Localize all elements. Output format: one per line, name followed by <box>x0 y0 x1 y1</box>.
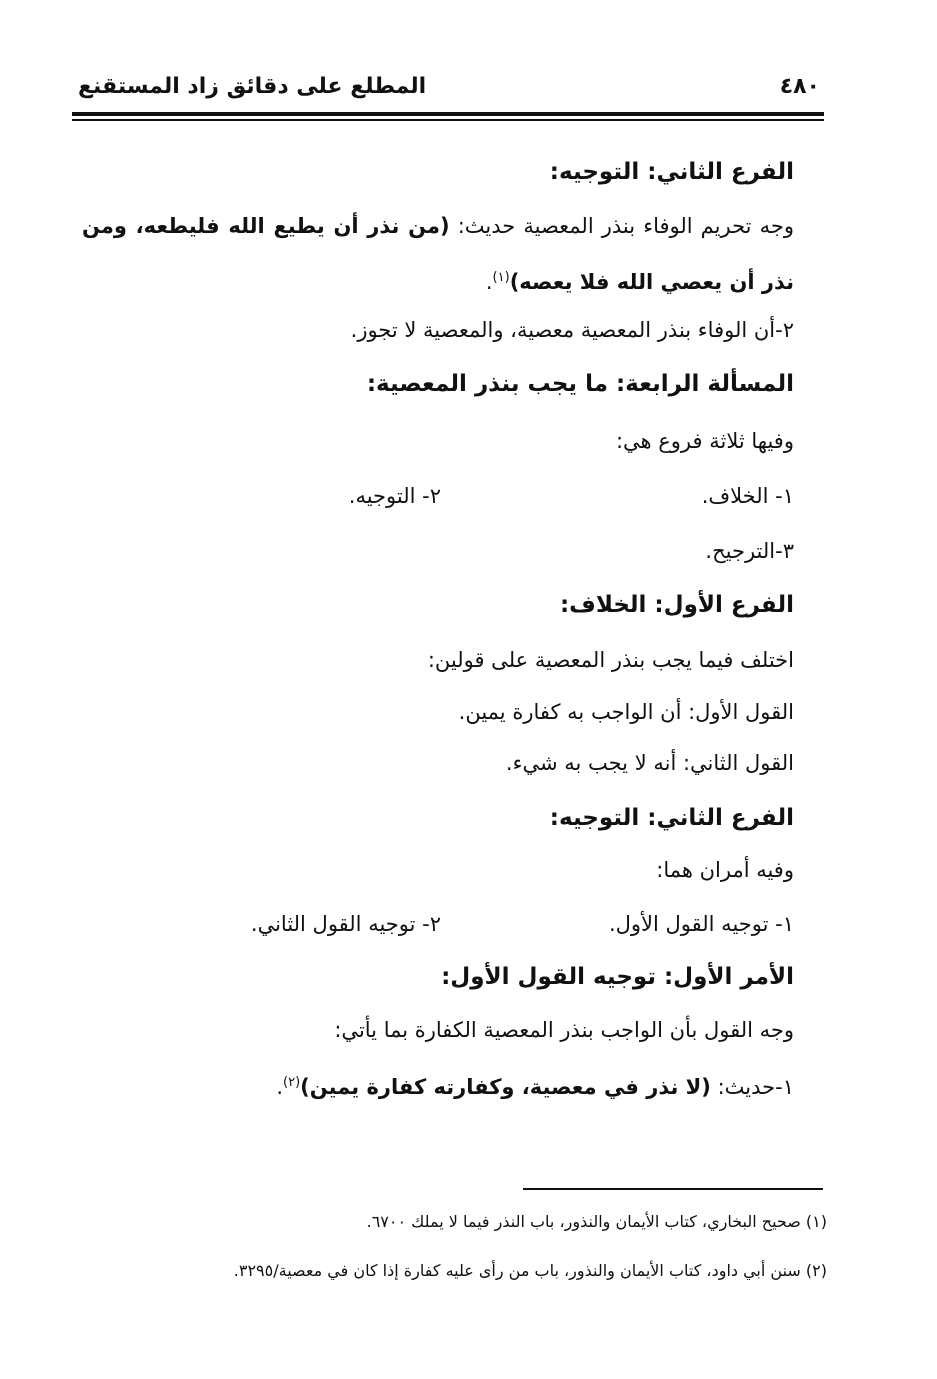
paragraph-line: وجه القول بأن الواجب بنذر المعصية الكفارة بما يأتي: <box>334 1018 794 1042</box>
footnote-ref: (٢) <box>283 1075 301 1090</box>
list-item: ٢- توجيه القول الثاني. <box>250 912 441 936</box>
hadith-quote: (من نذر أن يطيع الله فليطعه، ومن <box>82 214 450 238</box>
paragraph-text: وجه تحريم الوفاء بنذر المعصية حديث: <box>457 214 794 238</box>
list-item: ١- الخلاف. <box>701 484 794 508</box>
footnote: (١) صحيح البخاري، كتاب الأيمان والنذور، باب النذر فيما لا يملك ٦٧٠٠. <box>366 1212 827 1231</box>
paragraph-line: اختلف فيما يجب بنذر المعصية على قولين: <box>427 648 794 672</box>
punctuation: . <box>485 270 493 294</box>
punctuation: . <box>276 1075 284 1099</box>
list-item: ١- توجيه القول الأول. <box>608 912 794 936</box>
footnote-separator <box>523 1188 823 1190</box>
running-title: المطلع على دقائق زاد المستقنع <box>78 74 427 99</box>
paragraph-line: القول الثاني: أنه لا يجب به شيء. <box>505 751 794 775</box>
header-rule-thick <box>72 112 824 116</box>
paragraph-line: وفيها ثلاثة فروع هي: <box>615 429 794 453</box>
section-heading: الفرع الثاني: التوجيه: <box>549 159 794 185</box>
footnote-ref: (١) <box>492 270 510 285</box>
section-heading: الفرع الأول: الخلاف: <box>559 592 794 618</box>
page-number: ٤٨٠ <box>779 74 820 99</box>
section-heading: الأمر الأول: توجيه القول الأول: <box>441 964 794 990</box>
page-header <box>78 70 822 114</box>
paragraph-line: وفيه أمران هما: <box>656 858 794 882</box>
list-item: ٣-الترجيح. <box>705 539 794 563</box>
hadith-quote: نذر أن يعصي الله فلا يعصه) <box>509 270 794 294</box>
header-rule-thin <box>72 119 824 121</box>
paragraph-line: ٢-أن الوفاء بنذر المعصية معصية، والمعصية لا تجوز. <box>350 318 794 342</box>
section-heading: المسألة الرابعة: ما يجب بنذر المعصية: <box>366 371 794 397</box>
section-heading: الفرع الثاني: التوجيه: <box>549 805 794 831</box>
paragraph-line: القول الأول: أن الواجب به كفارة يمين. <box>458 700 794 724</box>
paragraph-line <box>486 263 794 297</box>
paragraph-line <box>276 1068 794 1102</box>
footnote: (٢) سنن أبي داود، كتاب الأيمان والنذور، باب من رأى عليه كفارة إذا كان في معصية/٣٢٩٥. <box>233 1261 827 1280</box>
list-item: ٢- التوجيه. <box>348 484 441 508</box>
hadith-quote: (لا نذر في معصية، وكفارته كفارة يمين) <box>300 1075 711 1099</box>
paragraph-text: ١-حديث: <box>717 1075 794 1099</box>
paragraph-line <box>82 211 794 241</box>
